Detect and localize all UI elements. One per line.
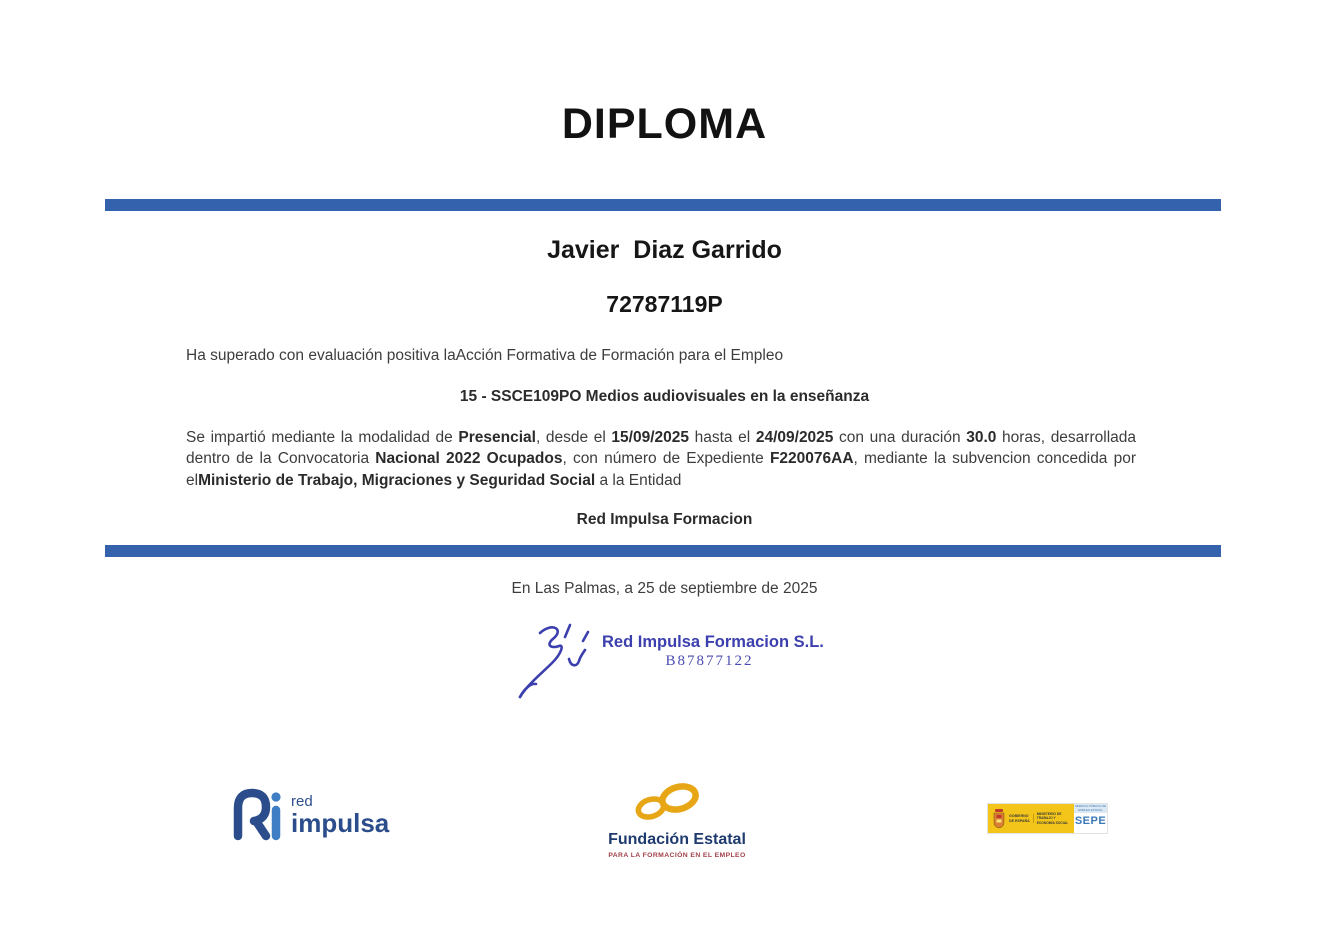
gobierno-logo-block bbox=[988, 804, 1074, 833]
red-impulsa-word-impulsa: impulsa bbox=[291, 808, 390, 838]
date-place-line: En Las Palmas, a 25 de septiembre de 2025 bbox=[511, 580, 818, 597]
fundacion-estatal-infinity-icon bbox=[625, 780, 709, 824]
recipient-name: Javier Diaz Garrido bbox=[547, 236, 782, 264]
fundacion-estatal-tagline: PARA LA FORMACIÓN EN EL EMPLEO bbox=[608, 852, 746, 859]
sepe-wordmark: SEPE bbox=[1074, 815, 1107, 828]
fundacion-estatal-name: Fundación Estatal bbox=[608, 831, 746, 848]
course-title: 15 - SSCE109PO Medios audiovisuales en la enseñanza bbox=[459, 388, 870, 405]
page-title: DIPLOMA bbox=[561, 100, 768, 148]
company-stamp bbox=[602, 633, 824, 670]
recipient-id: 72787119P bbox=[606, 291, 723, 317]
details-paragraph: Se impartió mediante la modalidad de Presencial, desde el 15/09/2025 hasta el 24/09/2025 con una duración 30.0 horas, desarrollada dentro de la Convocatoria Nacional 2022 Ocupados, con número de Expediente F220076AA, mediante la subvencion concedida por elMinisterio de Trabajo, Migraciones y Seguridad Social a la Entidad bbox=[186, 429, 1136, 489]
bottom-divider-bar bbox=[105, 545, 1221, 557]
gobierno-line1: GOBIERNO bbox=[1009, 814, 1029, 819]
red-impulsa-logo-icon bbox=[228, 786, 284, 848]
spain-coat-of-arms-icon bbox=[992, 808, 1006, 830]
gobierno-text bbox=[1009, 814, 1034, 823]
entity-name: Red Impulsa Formacion bbox=[576, 511, 753, 528]
top-divider-bar bbox=[105, 199, 1221, 211]
gobierno-line2: DE ESPAÑA bbox=[1009, 818, 1030, 823]
red-impulsa-wordmark bbox=[291, 786, 389, 836]
ministerio-text: MINISTERIO DE TRABAJO Y ECONOMÍA SOCIAL bbox=[1036, 812, 1069, 825]
red-impulsa-word-red: red bbox=[291, 793, 313, 810]
fundacion-estatal-logo bbox=[592, 780, 762, 859]
sepe-header-text: SERVICIO PÚBLICO DE EMPLEO ESTATAL bbox=[1074, 804, 1107, 812]
red-impulsa-logo bbox=[228, 786, 389, 848]
stamp-company-name: Red Impulsa Formacion S.L. bbox=[602, 633, 824, 651]
gobierno-sepe-logo bbox=[988, 804, 1107, 833]
intro-line: Ha superado con evaluación positiva laAcción Formativa de Formación para el Empleo bbox=[186, 347, 784, 364]
stamp-cif-number: B87877122 bbox=[665, 653, 754, 669]
sepe-logo-block bbox=[1074, 804, 1107, 833]
